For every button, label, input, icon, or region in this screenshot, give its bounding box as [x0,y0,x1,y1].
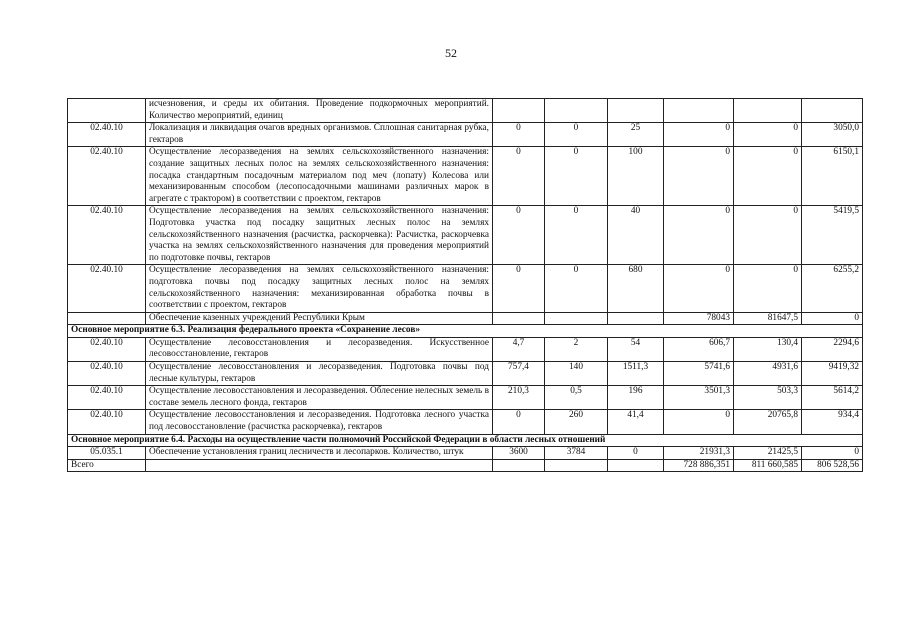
row-description: Осуществление лесовосстановления и лесоразведения. Искусственное лесовосстановление, гектаров [146,337,493,361]
section-row [68,434,863,447]
row-value-3: 680 [608,265,664,312]
row-value-5: 811 660,585 [734,459,802,472]
row-value-2: 260 [545,410,608,434]
row-value-2 [545,99,608,123]
row-value-6: 3050,0 [802,123,863,147]
row-value-1: 0 [493,206,545,265]
row-code: 02.40.10 [68,147,146,206]
row-value-2: 2 [545,337,608,361]
row-value-4: 728 886,351 [664,459,734,472]
row-value-6: 5614,2 [802,386,863,410]
table-row [68,337,863,361]
row-value-4: 0 [664,410,734,434]
row-value-6: 6255,2 [802,265,863,312]
row-value-4: 0 [664,123,734,147]
row-value-5: 503,3 [734,386,802,410]
measures-table [67,98,863,472]
table-row [68,386,863,410]
row-value-4: 606,7 [664,337,734,361]
row-value-3 [608,99,664,123]
row-value-5: 0 [734,206,802,265]
table-row [68,123,863,147]
table-row [68,265,863,312]
row-value-4: 21931,3 [664,447,734,460]
row-value-1: 3600 [493,447,545,460]
row-code: 02.40.10 [68,123,146,147]
row-value-5: 0 [734,123,802,147]
row-value-5 [734,99,802,123]
row-value-1: 757,4 [493,362,545,386]
row-value-5: 130,4 [734,337,802,361]
section-row [68,325,863,338]
row-value-1: 0 [493,265,545,312]
row-value-3: 41,4 [608,410,664,434]
row-value-2: 140 [545,362,608,386]
row-value-3 [608,312,664,325]
row-value-2: 0 [545,206,608,265]
row-value-1: 210,3 [493,386,545,410]
row-value-3: 25 [608,123,664,147]
row-value-2 [545,312,608,325]
row-value-5: 0 [734,147,802,206]
row-code: 02.40.10 [68,206,146,265]
row-value-2: 0 [545,265,608,312]
row-value-4: 3501,3 [664,386,734,410]
row-description: Локализация и ликвидация очагов вредных организмов. Сплошная санитарная рубка, гектаров [146,123,493,147]
row-value-1: 4,7 [493,337,545,361]
row-value-1: 0 [493,410,545,434]
row-value-6: 9419,32 [802,362,863,386]
row-code: 02.40.10 [68,386,146,410]
row-value-1 [493,99,545,123]
table-body [68,99,863,472]
row-code: 02.40.10 [68,410,146,434]
total-row [68,459,863,472]
row-value-1: 0 [493,147,545,206]
row-value-3 [608,459,664,472]
row-code: 05.035.1 [68,447,146,460]
table-row [68,362,863,386]
row-value-6: 0 [802,312,863,325]
row-code: 02.40.10 [68,337,146,361]
table-row [68,447,863,460]
row-value-3: 100 [608,147,664,206]
row-value-2: 0,5 [545,386,608,410]
row-description [146,459,493,472]
row-value-1 [493,312,545,325]
row-code: Всего [68,459,146,472]
row-description: Осуществление лесоразведения на землях сельскохозяйственного назначения: Подготовка участка под посадку защитных лесных полос на землях сельскохозяйственного назначения (расчистка, раскорчевка): Расчистка, раскорчевка участка на землях сельскохозяйственного назначения для проведения мероприятий по подготовке почвы, гектаров [146,206,493,265]
row-value-6: 5419,5 [802,206,863,265]
row-value-6: 2294,6 [802,337,863,361]
row-value-4 [664,99,734,123]
row-code [68,99,146,123]
row-value-3: 0 [608,447,664,460]
page-number: 52 [445,46,457,60]
table-row [68,410,863,434]
table-row [68,206,863,265]
row-value-3: 40 [608,206,664,265]
row-description: Осуществление лесоразведения на землях сельскохозяйственного назначения: подготовка почвы под посадку защитных лесных полос на землях сельскохозяйственного назначения: механизированная обработка почвы в соответствии с проектом, гектаров [146,265,493,312]
section-title: Основное мероприятие 6.4. Расходы на осуществление части полномочий Российской Федерации в области лесных отношений [68,434,863,447]
row-value-6: 6150,1 [802,147,863,206]
row-value-6 [802,99,863,123]
row-description: Осуществление лесовосстановления и лесоразведения. Подготовка почвы под лесные культуры, гектаров [146,362,493,386]
row-description: Осуществление лесовосстановления и лесоразведения. Подготовка лесного участка под лесовосстановление (расчистка раскорчевка), гектаров [146,410,493,434]
row-value-3: 1511,3 [608,362,664,386]
row-code: 02.40.10 [68,362,146,386]
table-row [68,312,863,325]
row-value-2 [545,459,608,472]
row-value-1 [493,459,545,472]
row-value-5: 21425,5 [734,447,802,460]
row-value-2: 0 [545,123,608,147]
row-value-5: 81647,5 [734,312,802,325]
row-code [68,312,146,325]
table-row [68,147,863,206]
section-title: Основное мероприятие 6.3. Реализация федерального проекта «Сохранение лесов» [68,325,863,338]
row-value-3: 54 [608,337,664,361]
row-value-4: 5741,6 [664,362,734,386]
row-value-6: 934,4 [802,410,863,434]
row-value-4: 0 [664,265,734,312]
row-value-6: 806 528,56 [802,459,863,472]
row-description: Обеспечение установления границ лесничеств и лесопарков. Количество, штук [146,447,493,460]
row-value-3: 196 [608,386,664,410]
row-value-5: 0 [734,265,802,312]
row-description: Осуществление лесовосстановления и лесоразведения. Облесение нелесных земель в составе земель лесного фонда, гектаров [146,386,493,410]
row-value-5: 4931,6 [734,362,802,386]
row-value-2: 0 [545,147,608,206]
row-description: Осуществление лесоразведения на землях сельскохозяйственного назначения: создание защитных лесных полос на землях сельскохозяйственного назначения: посадка стандартным посадочным материалом под меч (лопату) Колесова или механизированным способом (лесопосадочными машинами различных марок в агрегате с трактором) в соответствии с проектом, гектаров [146,147,493,206]
table-row [68,99,863,123]
row-value-4: 0 [664,206,734,265]
row-value-6: 0 [802,447,863,460]
row-description: Обеспечение казенных учреждений Республики Крым [146,312,493,325]
row-value-4: 0 [664,147,734,206]
row-description: исчезновения, и среды их обитания. Проведение подкормочных мероприятий. Количество мероприятий, единиц [146,99,493,123]
row-value-1: 0 [493,123,545,147]
row-value-2: 3784 [545,447,608,460]
row-value-4: 78043 [664,312,734,325]
row-value-5: 20765,8 [734,410,802,434]
row-code: 02.40.10 [68,265,146,312]
